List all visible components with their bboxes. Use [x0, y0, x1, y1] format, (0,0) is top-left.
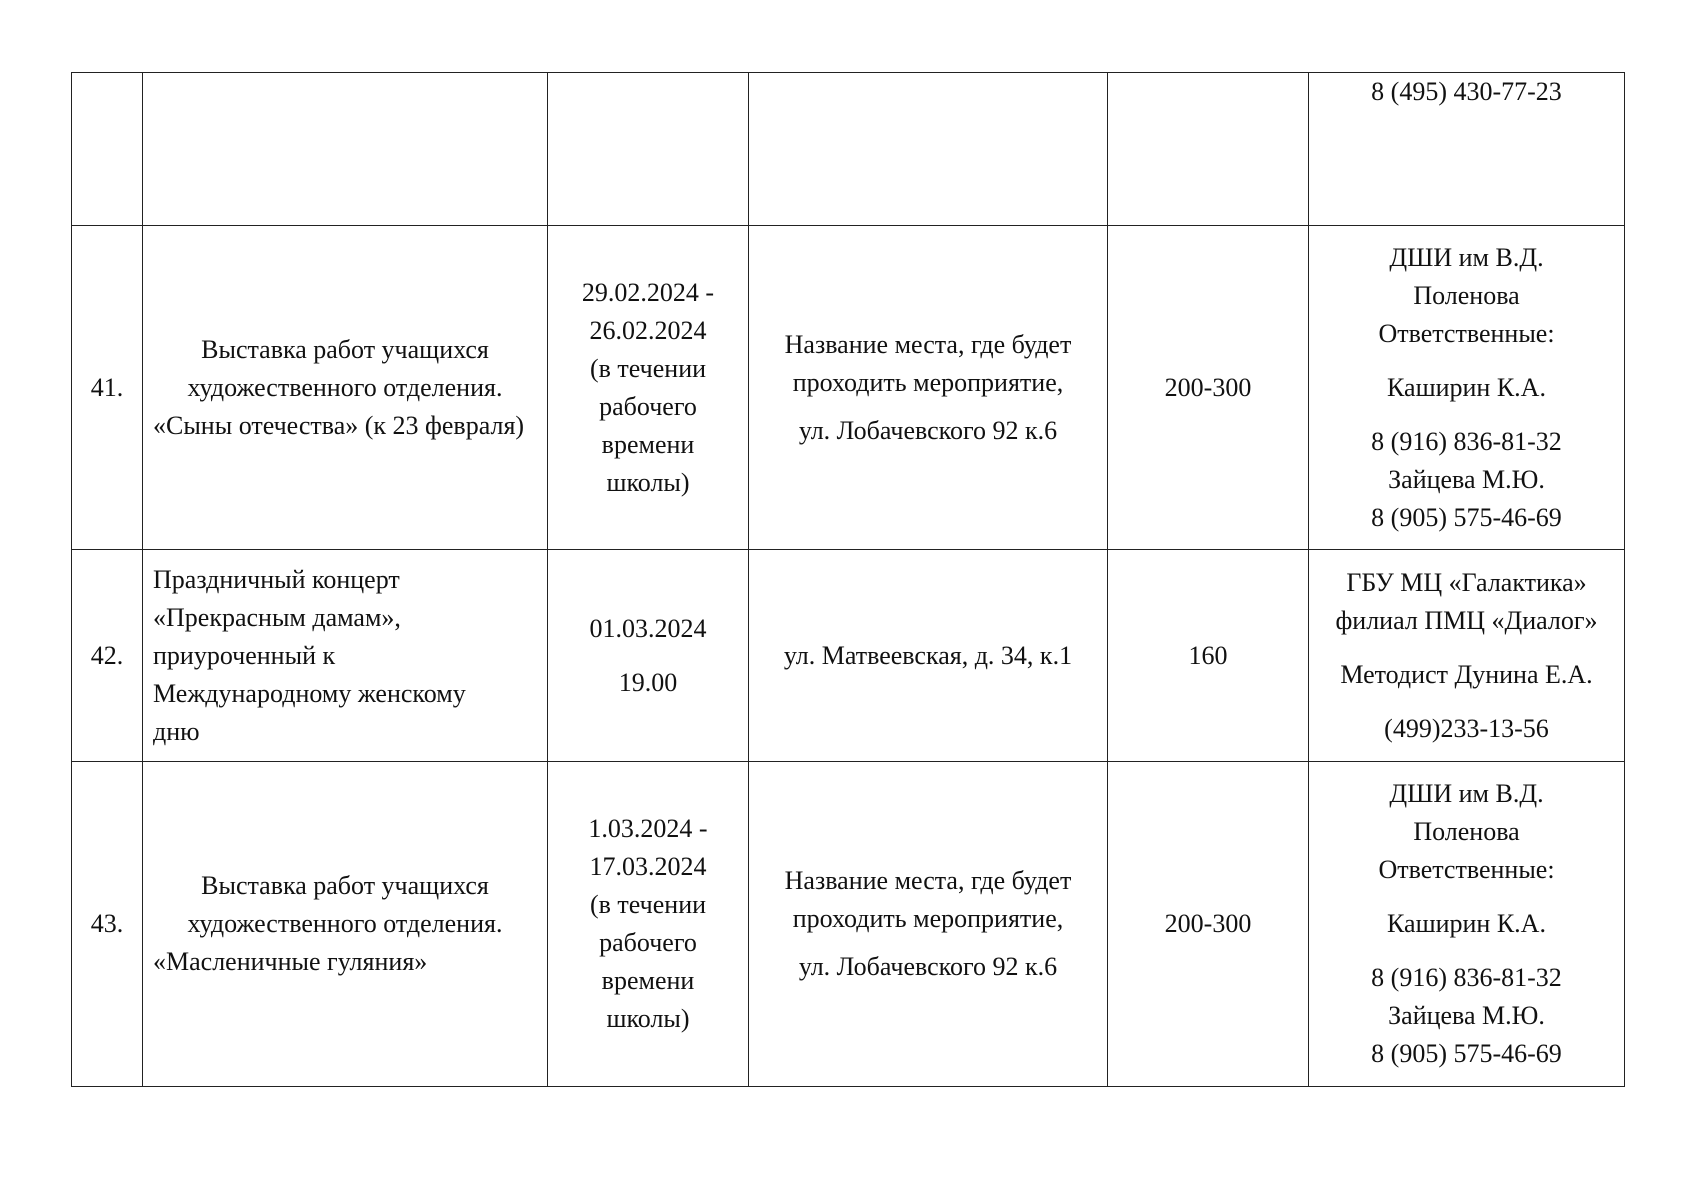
- event-name-line: Международному женскому: [153, 678, 466, 708]
- organizer-name: ГБУ МЦ «Галактика»: [1346, 567, 1587, 597]
- spacer: [757, 938, 1099, 948]
- table-row: [72, 226, 1625, 550]
- event-date-note: (в течении: [589, 353, 707, 383]
- event-name-line: приуроченный к: [153, 640, 336, 670]
- responsible-person: Зайцева М.Ю.: [1388, 1001, 1545, 1030]
- organizer-label: Ответственные:: [1378, 855, 1555, 884]
- row-number: [72, 73, 143, 226]
- event-date-cell: [548, 73, 749, 226]
- table-row: [72, 73, 1625, 226]
- responsible-phone: 8 (916) 836-81-32: [1371, 963, 1562, 992]
- event-name-line: дню: [153, 716, 200, 746]
- event-place-address: ул. Лобачевского 92 к.6: [798, 952, 1058, 981]
- organizer-branch: филиал ПМЦ «Диалог»: [1335, 605, 1598, 635]
- event-name-cell: [143, 226, 548, 550]
- event-place-cell: [749, 762, 1108, 1087]
- responsible-phone: 8 (905) 575-46-69: [1371, 1039, 1562, 1068]
- row-number: 42.: [72, 550, 143, 762]
- organizer-name: Поленова: [1413, 280, 1520, 310]
- spacer: [1315, 640, 1618, 656]
- participants-count: 200-300: [1108, 226, 1309, 550]
- event-name: Выставка работ учащихся художественного отделения. «Сыны отечества» (к 23 февраля): [153, 334, 525, 440]
- participants-count: [1108, 73, 1309, 226]
- spacer: [1315, 694, 1618, 710]
- spacer: [757, 402, 1099, 412]
- responsible-person: Зайцева М.Ю.: [1388, 464, 1545, 494]
- responsible-phone: 8 (905) 575-46-69: [1371, 502, 1562, 532]
- responsible-phone: 8 (916) 836-81-32: [1371, 426, 1562, 456]
- event-date-note: (в течении: [589, 890, 707, 919]
- event-name-line: «Прекрасным дамам»,: [153, 602, 401, 632]
- event-place-line: проходить мероприятие,: [792, 367, 1064, 397]
- event-name-cell: [143, 73, 548, 226]
- participants-count: 160: [1108, 550, 1309, 762]
- event-date-note: времени: [601, 429, 695, 459]
- event-date-end: 26.02.2024: [589, 315, 707, 345]
- spacer: [1315, 943, 1618, 959]
- organizer-name: ДШИ им В.Д.: [1389, 779, 1544, 808]
- responsible-person: Каширин К.А.: [1387, 909, 1546, 938]
- event-date-note: школы): [606, 467, 690, 497]
- event-date-start: 1.03.2024 -: [588, 814, 708, 843]
- responsible-phone: (499)233-13-56: [1384, 713, 1549, 743]
- events-table: [71, 72, 1625, 1087]
- responsible-person: Методист Дунина Е.А.: [1340, 659, 1593, 689]
- organizer-cell: [1309, 73, 1625, 226]
- event-name: Выставка работ учащихся художественного отделения. «Масленичные гуляния»: [153, 871, 503, 976]
- event-place-line: Название места, где будет: [784, 329, 1072, 359]
- organizer-name: ДШИ им В.Д.: [1389, 242, 1544, 272]
- event-time: 19.00: [618, 667, 678, 697]
- event-date: 01.03.2024: [589, 613, 707, 643]
- event-place-cell: [749, 226, 1108, 550]
- event-place-line: проходить мероприятие,: [792, 904, 1064, 933]
- row-number: 41.: [72, 226, 143, 550]
- spacer: [1315, 889, 1618, 905]
- event-date-end: 17.03.2024: [589, 852, 707, 881]
- participants-count: 200-300: [1108, 762, 1309, 1087]
- spacer: [1315, 353, 1618, 369]
- organizer-phone: 8 (495) 430-77-23: [1371, 77, 1562, 106]
- event-place-cell: [749, 73, 1108, 226]
- organizer-cell: [1309, 762, 1625, 1087]
- event-date-note: рабочего: [599, 928, 697, 957]
- event-place-address: ул. Лобачевского 92 к.6: [798, 415, 1058, 445]
- event-name-line: Праздничный концерт: [153, 564, 400, 594]
- event-date-note: рабочего: [599, 391, 697, 421]
- spacer: [1315, 407, 1618, 423]
- event-date-cell: [548, 762, 749, 1087]
- table-row: [72, 762, 1625, 1087]
- event-date-cell: [548, 226, 749, 550]
- table-row: [72, 550, 1625, 762]
- row-number: 43.: [72, 762, 143, 1087]
- organizer-cell: [1309, 550, 1625, 762]
- event-date-note: времени: [601, 966, 695, 995]
- event-place-line: Название места, где будет: [784, 866, 1072, 895]
- event-date-start: 29.02.2024 -: [581, 277, 715, 307]
- responsible-person: Каширин К.А.: [1387, 372, 1546, 402]
- event-date-cell: [548, 550, 749, 762]
- organizer-name: Поленова: [1413, 817, 1520, 846]
- event-name-cell: [143, 762, 548, 1087]
- event-date-note: школы): [606, 1004, 690, 1033]
- spacer: [548, 648, 748, 664]
- organizer-cell: [1309, 226, 1625, 550]
- organizer-label: Ответственные:: [1378, 318, 1555, 348]
- event-place-cell: [749, 550, 1108, 762]
- event-place-address: ул. Матвеевская, д. 34, к.1: [783, 640, 1073, 670]
- event-name-cell: [143, 550, 548, 762]
